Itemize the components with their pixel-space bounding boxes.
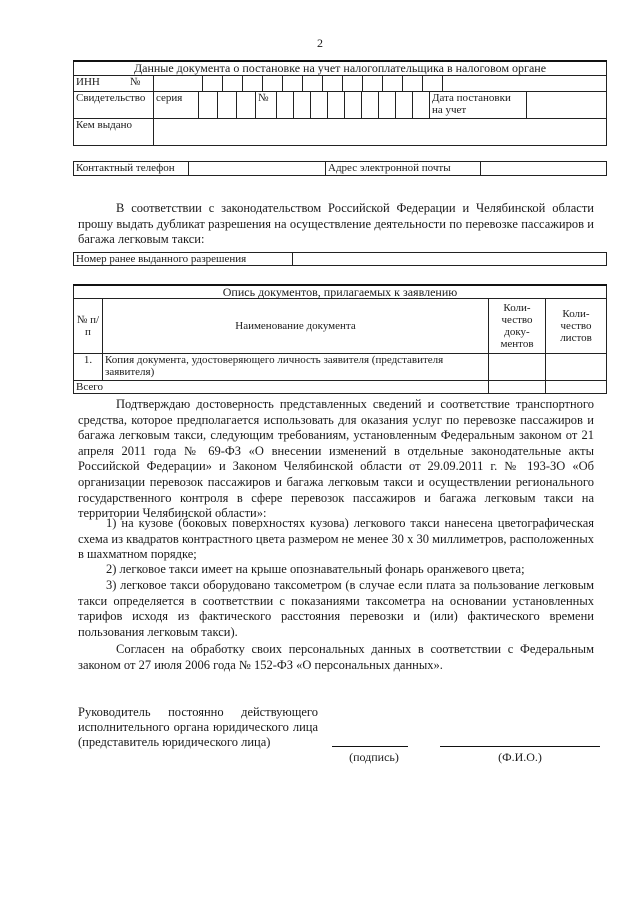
phone-input[interactable] <box>189 162 326 176</box>
col-number-header: № п/п <box>74 299 103 354</box>
requirement-1: 1) на кузове (боковых поверхностях кузова) легкового такси нанесена цветографическая схема из квадратов контрастного цвета размером не менее 30 х 30 миллиметров, расположенных в шахматном порядке; <box>78 516 594 562</box>
inventory-header: Опись документов, прилагаемых к заявлению <box>74 285 607 299</box>
permit-number-input[interactable] <box>293 253 607 266</box>
signature-caption: (подпись) <box>349 750 399 764</box>
inn-input[interactable] <box>154 76 607 92</box>
tax-section-header: Данные документа о постановке на учет налогоплательщика в налоговом органе <box>74 61 607 76</box>
total-docs-input[interactable] <box>489 381 546 394</box>
registration-date-input[interactable] <box>527 92 607 119</box>
phone-label: Контактный телефон <box>74 162 189 176</box>
page-number: 2 <box>317 36 323 50</box>
certificate-label: Свидетельство <box>74 92 154 119</box>
request-paragraph: В соответствии с законодательством Российской Федерации и Челябинской области прошу выдать дубликат разрешения на осуществление деятельности по перевозке пассажиров и багажа легковым такси: <box>78 201 594 247</box>
total-label: Всего <box>74 381 489 394</box>
row-name: Копия документа, удостоверяющего личность заявителя (представителя заявителя) <box>103 354 489 381</box>
signatory-label: Руководитель постоянно действующего исполнительного органа юридического лица (представитель юридического лица) <box>78 705 318 749</box>
signature-line[interactable] <box>332 746 408 747</box>
row-number: 1. <box>74 354 103 381</box>
contacts-table <box>73 161 607 176</box>
tax-registration-table <box>73 60 607 146</box>
permit-number-label: Номер ранее выданного разрешения <box>74 253 293 266</box>
confirmation-paragraph: Подтверждаю достоверность представленных сведений и соответствие транспортного средства, которое предполагается использовать для оказания услуг по перевозке пассажиров и багажа легковым такси, следующим требованиям, установленным Федеральным законом от 21 апреля 2011 года № 69-ФЗ «О внесении изменений в отдельные законодательные акты Российской Федерации» и Законом Челябинской области от 29.09.2011 г. № 193-ЗО «Об организации перевозок пассажиров и багажа легковым такси и осуществлении регионального государственного контроля в сфере перевозок пассажиров и багажа легковым такси на территории Челябинской области»: <box>78 397 594 521</box>
registration-date-label: Дата постановки на учет <box>430 92 527 119</box>
email-input[interactable] <box>481 162 607 176</box>
inventory-table <box>73 284 607 394</box>
row-qty-sheets-input[interactable] <box>546 354 607 381</box>
number-label: № <box>255 92 276 118</box>
name-caption: (Ф.И.О.) <box>498 750 542 764</box>
issued-by-label: Кем выдано <box>74 119 154 146</box>
col-qty-docs-header: Коли-чество доку-ментов <box>489 299 546 354</box>
col-name-header: Наименование документа <box>103 299 489 354</box>
name-line[interactable] <box>440 746 600 747</box>
email-label: Адрес электронной почты <box>326 162 481 176</box>
total-sheets-input[interactable] <box>546 381 607 394</box>
permit-table <box>73 252 607 266</box>
series-label: серия <box>156 92 183 104</box>
issued-by-input[interactable] <box>154 119 607 146</box>
certificate-series-number[interactable] <box>154 92 430 119</box>
consent-paragraph: Согласен на обработку своих персональных данных в соответствии с Федеральным законом от 27 июля 2006 года № 152-ФЗ «О персональных данных». <box>78 642 594 672</box>
requirement-3: 3) легковое такси оборудовано таксометром (в случае если плата за пользование легковым такси определяется в соответствии с показаниями таксометра на основании установленных тарифов исходя из фактического расстояния перевозки и (или) фактического времени пользования легковым такси). <box>78 578 594 639</box>
row-qty-docs-input[interactable] <box>489 354 546 381</box>
requirement-2: 2) легковое такси имеет на крыше опознавательный фонарь оранжевого цвета; <box>106 562 525 576</box>
col-qty-sheets-header: Коли-чество листов <box>546 299 607 354</box>
inn-label: ИНН № <box>74 76 154 92</box>
table-row <box>74 354 607 381</box>
